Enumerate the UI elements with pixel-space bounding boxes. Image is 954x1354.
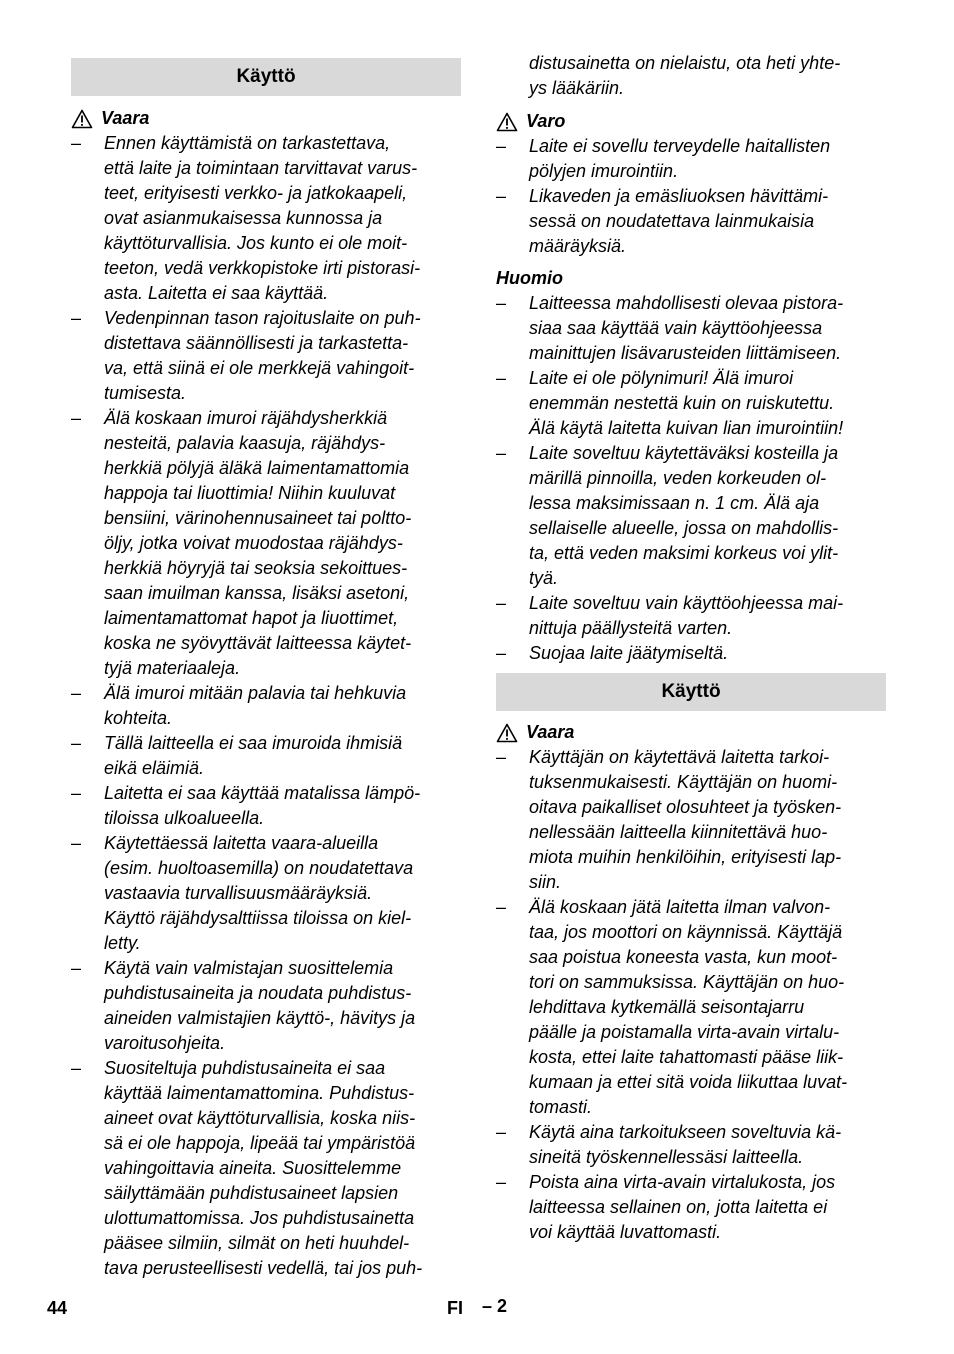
list-item: – Laite soveltuu vain käyttöohjeessa mai- nittuja päällysteitä varten. bbox=[496, 591, 886, 641]
warning-list bbox=[71, 131, 461, 1281]
section-number: – 2 bbox=[482, 1296, 508, 1316]
warning-label bbox=[496, 720, 886, 745]
continued-text: distusainetta on nielaistu, ota heti yhte- ys lääkäriin. bbox=[529, 53, 841, 98]
page-number: 44 bbox=[47, 1298, 68, 1318]
list-item: – Suositeltuja puhdistusaineita ei saa käyttää laimentamattomina. Puhdistus- aineet ovat käyttöturvallisia, koska niis- sä ei ole happoja, lipeää tai ympäristöä vahingoittavia aineita. Suosittelemme säilyttämään puhdistusaineet lapsien ulottumattomissa. Jos puhdistusainetta pääsee silmiin, silmät on heti huuhdel- tava perusteellisesti vedellä, tai jos puh- bbox=[71, 1056, 461, 1281]
warning-triangle-icon bbox=[71, 109, 93, 129]
list-item: – Laitetta ei saa käyttää matalissa lämpö- tiloissa ulkoalueella. bbox=[71, 781, 461, 831]
list-item: – Laitteessa mahdollisesti olevaa pistora- siaa saa käyttää vain käyttöohjeessa mainittujen lisävarusteiden liittämiseen. bbox=[496, 291, 886, 366]
section-heading-kaytto: Käyttö bbox=[496, 673, 886, 711]
list-item: – Käyttäjän on käytettävä laitetta tarkoi- tuksenmukaisesti. Käyttäjän on huomi- oitava paikalliset olosuhteet ja työsken- nellessään laitteella kiinnitettävä huo- miota muihin henkilöihin, erityisesti lap- siin. bbox=[496, 745, 886, 895]
list-item: – Laite ei ole pölynimuri! Älä imuroi enemmän nestettä kuin on ruiskutettu. Älä käytä laitetta kuivan lian imurointiin! bbox=[496, 366, 886, 441]
list-item: – Poista aina virta-avain virtalukosta, jos laitteessa sellainen on, jotta laitetta ei voi käyttää luvattomasti. bbox=[496, 1170, 886, 1245]
list-item: – Laite soveltuu käytettäväksi kosteilla ja märillä pinnoilla, veden korkeuden ol- lessa maksimissaan n. 1 cm. Älä aja sellaiselle alueelle, jossa on mahdollis- ta, että veden maksimi korkeus voi ylit- tyä. bbox=[496, 441, 886, 591]
list-item: – Älä imuroi mitään palavia tai hehkuvia kohteita. bbox=[71, 681, 461, 731]
caution-list bbox=[496, 134, 886, 259]
list-item: – Likaveden ja emäsliuoksen hävittämi- sessä on noudatettava lainmukaisia määräyksiä. bbox=[496, 184, 886, 259]
note-label bbox=[496, 266, 886, 291]
list-item: – Tällä laitteella ei saa imuroida ihmisiä eikä eläimiä. bbox=[71, 731, 461, 781]
section-heading-kaytto: Käyttö bbox=[71, 58, 461, 96]
language-code: FI bbox=[447, 1298, 463, 1318]
warning-triangle-icon bbox=[496, 112, 518, 132]
list-item: – Vedenpinnan tason rajoituslaite on puh- distettava säännöllisesti ja tarkastetta- va, että siinä ei ole merkkejä vahingoit- tumisesta. bbox=[71, 306, 461, 406]
warning-triangle-icon bbox=[496, 723, 518, 743]
right-column bbox=[496, 0, 886, 1245]
warning-label-text: Vaara bbox=[526, 722, 575, 742]
warning-list bbox=[496, 745, 886, 1245]
warning-label-text: Vaara bbox=[101, 108, 150, 128]
list-item: – Älä koskaan imuroi räjähdysherkkiä nesteitä, palavia kaasuja, räjähdys- herkkiä pölyjä äläkä laimentamattomia happoja tai liuottimia! Niihin kuuluvat bensiini, värinohennusaineet tai poltto- öljy, jotka voivat muodostaa räjähdys- herkkiä höyryjä tai seoksia sekoittues- saan imuilman kanssa, lisäksi asetoni, laimentamattomat hapot ja liuottimet, koska ne syövyttävät laitteessa käytet- tyjä materiaaleja. bbox=[71, 406, 461, 681]
caution-label bbox=[496, 109, 886, 134]
list-item: – Älä koskaan jätä laitetta ilman valvon- taa, jos moottori on käynnissä. Käyttäjä saa poistua koneesta vasta, kun moot- tori on sammuksissa. Käyttäjän on huo- lehdittava kytkemällä seisontajarru päälle ja poistamalla virta-avain virtalu- kosta, ettei laite tahattomasti pääse liik- kumaan ja ettei sitä voida liikuttaa luvat- tomasti. bbox=[496, 895, 886, 1120]
list-item: – Käytä vain valmistajan suosittelemia puhdistusaineita ja noudata puhdistus- aineiden valmistajien käyttö-, hävitys ja varoitusohjeita. bbox=[71, 956, 461, 1056]
list-item: – Ennen käyttämistä on tarkastettava, että laite ja toimintaan tarvittavat varus- teet, erityisesti verkko- ja jatkokaapeli, ovat asianmukaisessa kunnossa ja käyttöturvallisia. Jos kunto ei ole moit- teeton, vedä verkkopistoke irti pistorasi- asta. Laitetta ei saa käyttää. bbox=[71, 131, 461, 306]
left-column bbox=[71, 0, 461, 1281]
list-item: – Laite ei sovellu terveydelle haitallisten pölyjen imurointiin. bbox=[496, 134, 886, 184]
list-item: – Käytä aina tarkoitukseen soveltuvia kä- sineitä työskennellessäsi laitteella. bbox=[496, 1120, 886, 1170]
list-item: – Käytettäessä laitetta vaara-alueilla (esim. huoltoasemilla) on noudatettava vastaavia turvallisuusmääräyksiä. Käyttö räjähdysalttiissa tiloissa on kiel- letty. bbox=[71, 831, 461, 956]
caution-label-text: Varo bbox=[526, 111, 566, 131]
warning-label bbox=[71, 106, 461, 131]
note-list bbox=[496, 291, 886, 666]
note-label-text: Huomio bbox=[496, 268, 563, 288]
list-item: – Suojaa laite jäätymiseltä. bbox=[496, 641, 886, 666]
